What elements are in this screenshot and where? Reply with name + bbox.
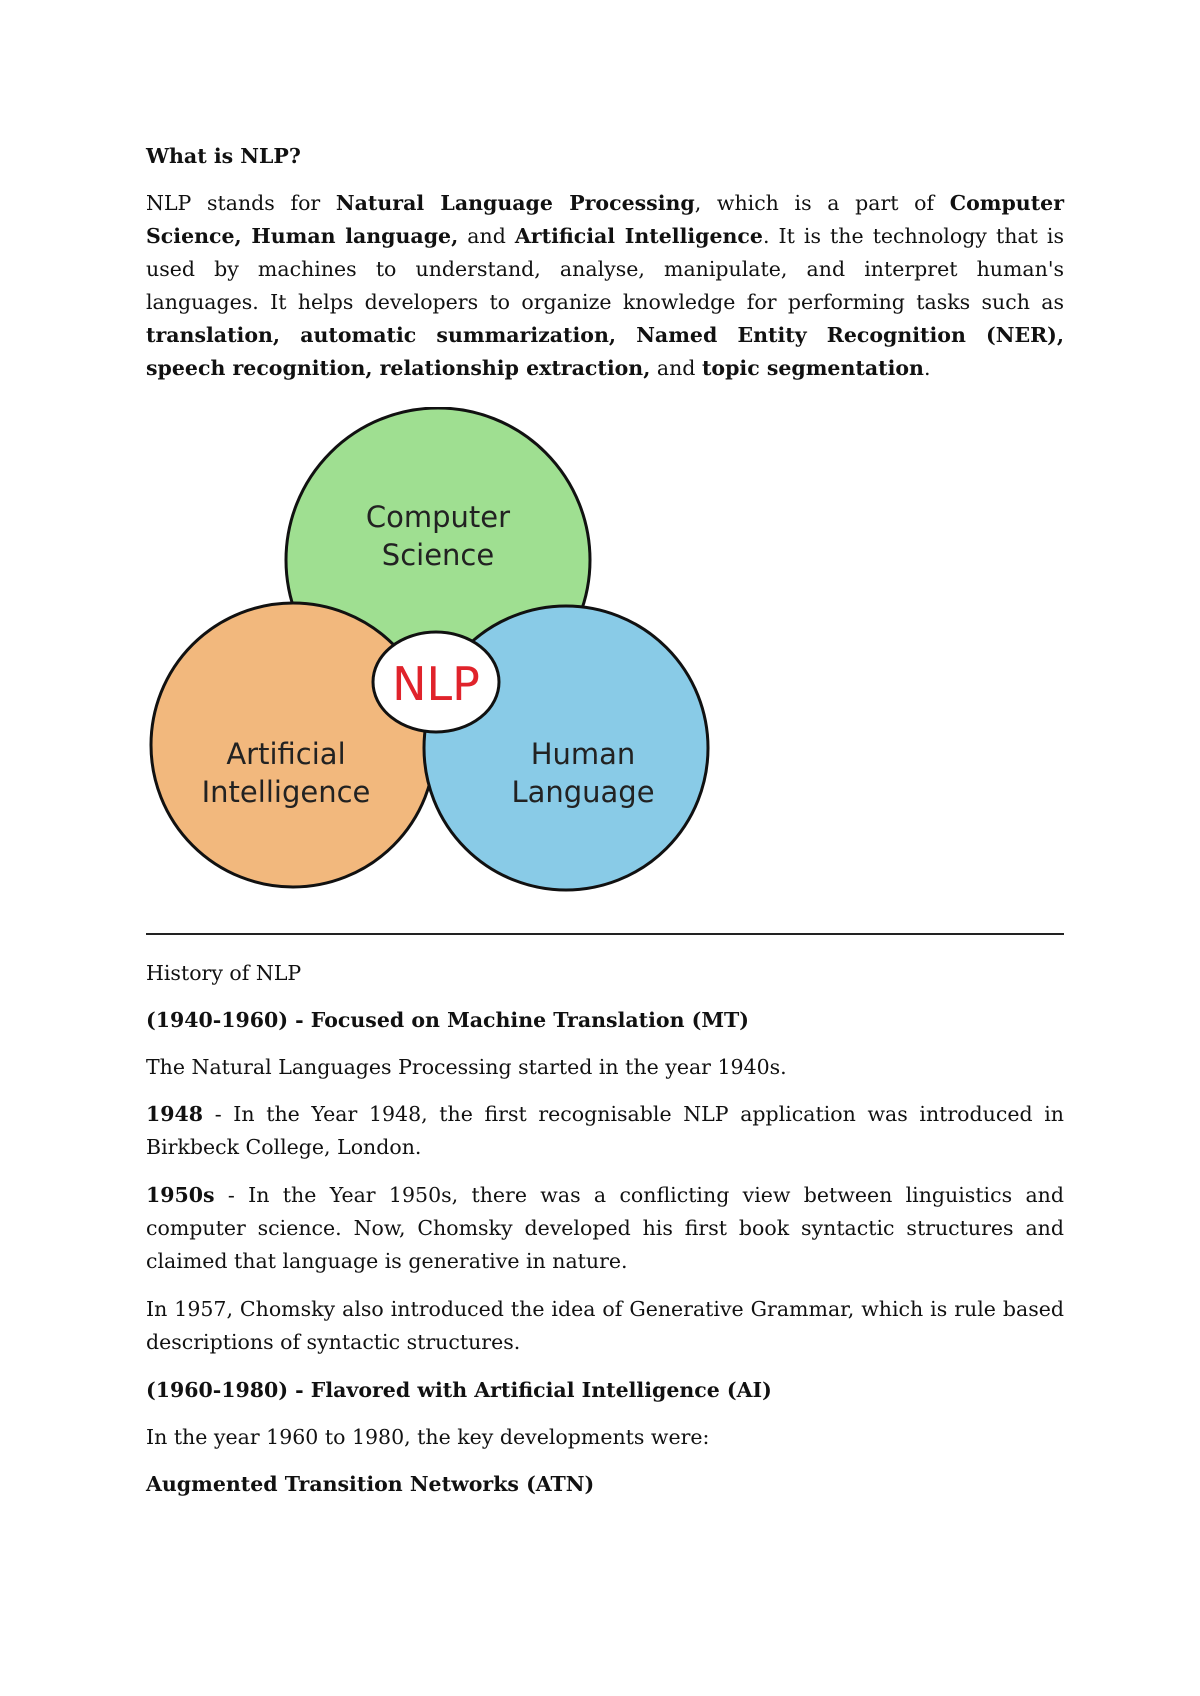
text-run: NLP stands for [146,191,336,215]
label-intelligence: Intelligence [201,775,371,809]
label-computer: Computer [365,500,511,534]
period1-text: The Natural Languages Processing started in the year 1940s. [146,1055,787,1079]
text-run: . It is the technology that is used by machines to understand, analyse, manipulate, and interpret human's languages. It helps developers to organize knowledge for performing tasks such as [146,224,1064,314]
period2-text: In the year 1960 to 1980, the key developments were: [146,1425,710,1449]
year-label: 1948 [146,1102,204,1126]
section-heading: What is NLP? [146,144,301,168]
text-run: and [650,356,702,380]
period2-heading: (1960-1980) - Flavored with Artificial Intelligence (AI) [146,1378,772,1402]
label-nlp: NLP [392,657,480,711]
label-science: Science [381,538,495,572]
history-title: History of NLP [146,961,302,985]
text-run: . [923,356,931,380]
nlp-venn-diagram [146,407,726,907]
label-artificial: Artificial [226,737,346,771]
text-run: and [458,224,515,248]
period1-heading: (1940-1960) - Focused on Machine Translation (MT) [146,1008,749,1032]
text-run: , which is a part of [694,191,950,215]
label-language: Language [511,775,655,809]
item-1950s [146,1179,1064,1278]
bold-term: topic segmentation [701,356,924,380]
bold-term: Artificial Intelligence [514,224,763,248]
label-human: Human [530,737,636,771]
intro-paragraph [146,187,1064,385]
text-run: - In the Year 1948, the first recognisable NLP application was introduced in Birkbeck College, London. [146,1102,1064,1159]
bold-term: Computer Science, Human language, [146,191,1065,248]
item-1957: In 1957, Chomsky also introduced the idea of Generative Grammar, which is rule based descriptions of syntactic structures. [146,1297,1064,1354]
atn-heading: Augmented Transition Networks (ATN) [146,1472,595,1496]
item-1948 [146,1098,1064,1164]
text-run: - In the Year 1950s, there was a conflicting view between linguistics and computer science. Now, Chomsky developed his first book syntactic structures and claimed that language is generative in nature. [146,1183,1064,1273]
section-divider [146,933,1064,935]
year-label: 1950s [146,1183,215,1207]
document-page [146,140,1064,1515]
bold-term: translation, automatic summarization, Named Entity Recognition (NER), speech recognition, relationship extraction, [146,323,1064,380]
bold-term: Natural Language Processing [335,191,695,215]
